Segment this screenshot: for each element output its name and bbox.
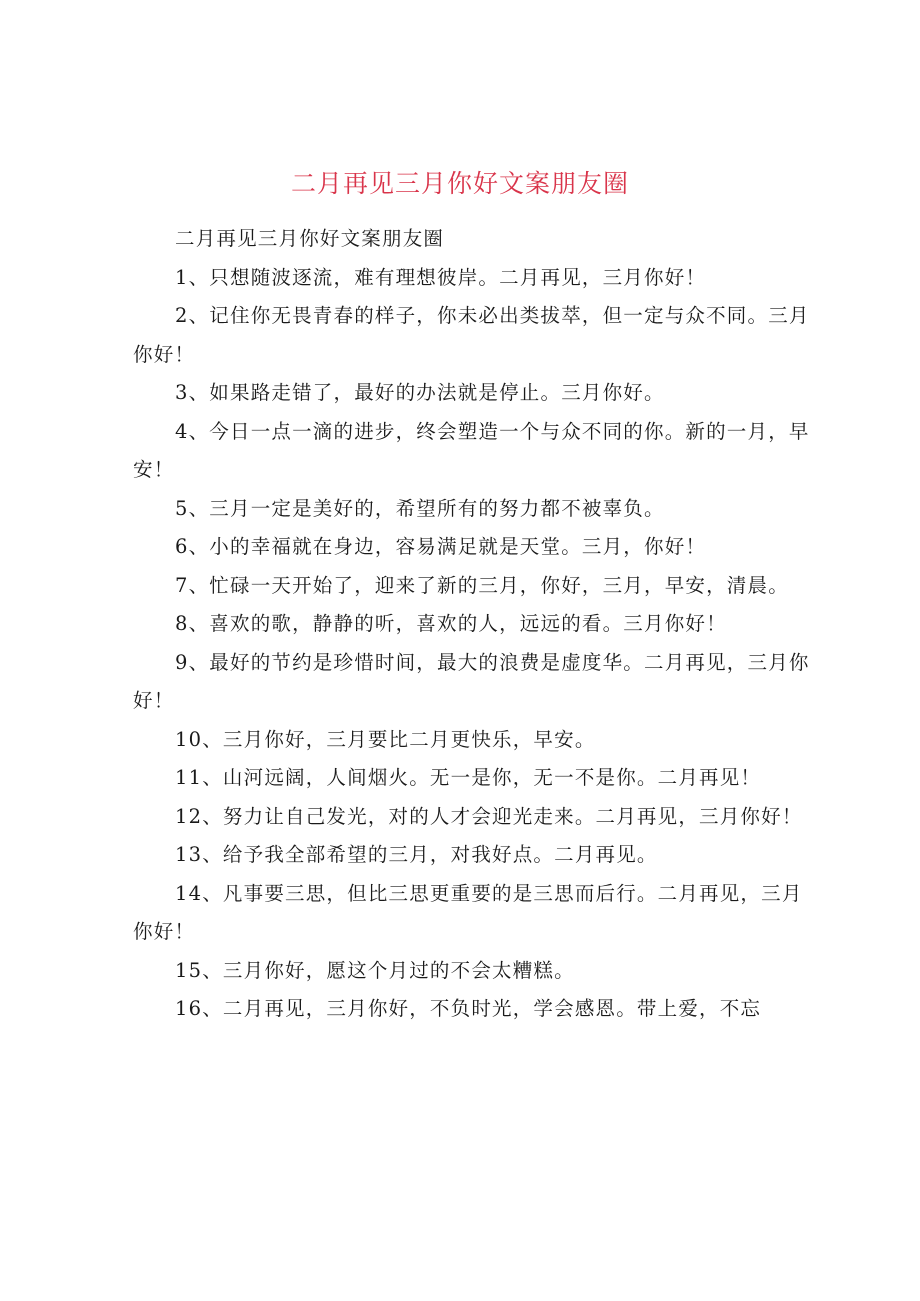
paragraph-5: 5、三月一定是美好的，希望所有的努力都不被辜负。	[175, 496, 665, 520]
paragraph-9: 9、最好的节约是珍惜时间，最大的浪费是虚度华。二月再见，三月你好！	[133, 650, 810, 712]
paragraph-3: 3、如果路走错了，最好的办法就是停止。三月你好。	[175, 381, 665, 404]
paragraph-4: 4、今日一点一滴的进步，终会塑造一个与众不同的你。新的一月，早安！	[133, 419, 810, 481]
paragraph-16: 16、二月再见，三月你好，不负时光，学会感恩。带上爱，不忘	[175, 997, 762, 1020]
paragraph-6: 6、小的幸福就在身边，容易满足就是天堂。三月，你好！	[175, 535, 707, 558]
document-title: 二月再见三月你好文案朋友圈	[290, 169, 629, 198]
document-body	[133, 220, 813, 1029]
paragraph-13: 13、给予我全部希望的三月，对我好点。二月再见。	[175, 843, 658, 866]
paragraph-2: 2、记住你无畏青春的样子，你未必出类拔萃，但一定与众不同。三月你好！	[133, 304, 810, 366]
paragraph-1: 1、只想随波逐流，难有理想彼岸。二月再见，三月你好！	[175, 265, 707, 289]
paragraph-8: 8、喜欢的歌，静静的听，喜欢的人，远远的看。三月你好！	[175, 612, 727, 635]
paragraph-14: 14、凡事要三思，但比三思更重要的是三思而后行。二月再见，三月你好！	[133, 881, 803, 943]
paragraph-7: 7、忙碌一天开始了，迎来了新的三月，你好，三月，早安，清晨。	[175, 573, 789, 597]
paragraph-15: 15、三月你好，愿这个月过的不会太糟糕。	[175, 958, 575, 982]
paragraph-10: 10、三月你好，三月要比二月更快乐，早安。	[175, 727, 596, 751]
subtitle-paragraph: 二月再见三月你好文案朋友圈	[175, 227, 445, 250]
paragraph-11: 11、山河远阔，人间烟火。无一是你，无一不是你。二月再见！	[175, 766, 762, 789]
paragraph-12: 12、努力让自己发光，对的人才会迎光走来。二月再见，三月你好！	[175, 804, 803, 828]
